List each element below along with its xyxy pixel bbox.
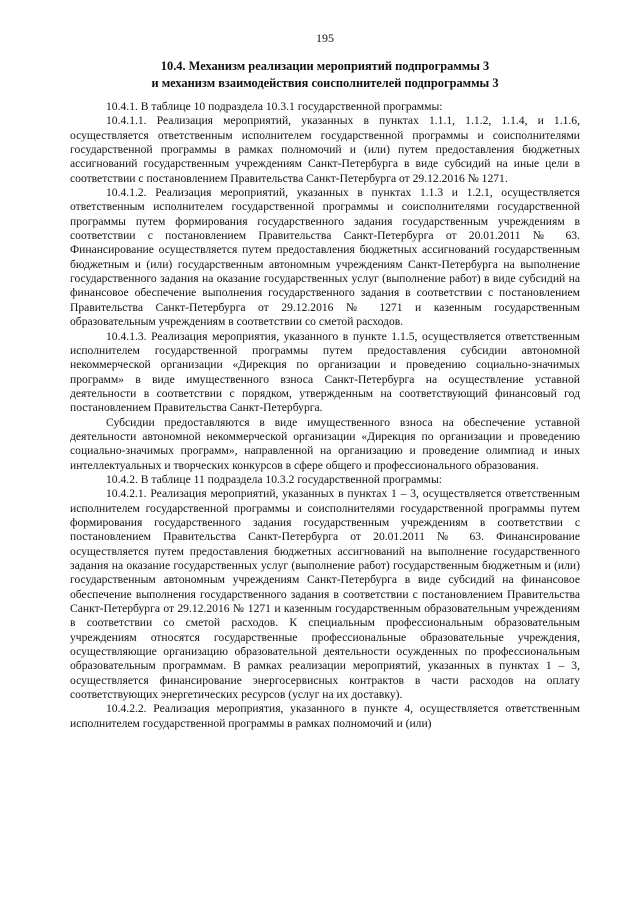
paragraph-10-4-1-2: 10.4.1.2. Реализация мероприятий, указанных в пунктах 1.1.3 и 1.2.1, осуществляется ответственным исполнителем государственной программы и соисполнителями государственной программы путем формирования государственного задания государственным учреждениям в соответствии с постановлением Правительства Санкт-Петербурга от 20.01.2011 № 63. Финансирование осуществляется путем предоставления бюджетных ассигнований государственным бюджетным и (или) государственным автономным учреждениям Санкт-Петербурга на выполнение государственного задания на оказание государственных услуг (выполнение работ) в виде субсидий на финансовое обеспечение выполнения государственного задания в соответствии с постановлением Правительства Санкт-Петербурга от 29.12.2016 № 1271 и казенным государственным образовательным учреждениям в соответствии со сметой расходов. — [70, 186, 580, 329]
paragraph-10-4-1-1: 10.4.1.1. Реализация мероприятий, указанных в пунктах 1.1.1, 1.1.2, 1.1.4, и 1.1.6, осуществляется ответственным исполнителем государственной программы и соисполнителями государственной программы в рамках полномочий и (или) путем предоставления бюджетных ассигнований государственным учреждениям Санкт-Петербурга в виде субсидий на иные цели в соответствии с постановлением Правительства Санкт-Петербурга от 29.12.2016 № 1271. — [70, 114, 580, 185]
paragraph-10-4-2: 10.4.2. В таблице 11 подраздела 10.3.2 государственной программы: — [106, 472, 443, 486]
section-heading — [70, 58, 580, 92]
document-body — [70, 100, 580, 731]
section-heading-line-1: 10.4. Механизм реализации мероприятий подпрограммы 3 — [160, 59, 490, 73]
paragraph-subsidies: Субсидии предоставляются в виде имущественного взноса на обеспечение уставной деятельности автономной некоммерческой организации «Дирекция по организации и проведению социально-значимых программ», направленной на организацию и проведение олимпиад и иных интеллектуальных и творческих конкурсов в сфере общего и профессионального образования. — [70, 415, 580, 472]
paragraph-10-4-1: 10.4.1. В таблице 10 подраздела 10.3.1 государственной программы: — [106, 100, 443, 113]
paragraph-10-4-1-3: 10.4.1.3. Реализация мероприятия, указанного в пункте 1.1.5, осуществляется ответственным исполнителем государственной программы путем предоставления субсидии автономной некоммерческой организации «Дирекция по организации и проведению социально-значимых программ» в виде имущественного взноса Санкт-Петербурга на осуществление уставной деятельности в соответствии с порядком, утвержденным на соответствующий финансовый год постановлением Правительства Санкт-Петербурга. — [70, 329, 580, 415]
paragraph-10-4-2-1: 10.4.2.1. Реализация мероприятий, указанных в пунктах 1 – 3, осуществляется ответственным исполнителем государственной программы и соисполнителями государственной программы путем формирования государственного задания государственным учреждениям в соответствии с постановлением Правительства Санкт-Петербурга от 20.01.2011 № 63. Финансирование осуществляется путем предоставления бюджетных ассигнований на выполнение государственного задания на оказание государственных услуг (выполнение работ) государственным бюджетным и (или) государственным автономным учреждениям Санкт-Петербурга в виде субсидий на финансовое обеспечение выполнения государственного задания в соответствии с постановлением Правительства Санкт-Петербурга от 29.12.2016 № 1271 и казенным государственным образовательным учреждениям в соответствии со сметой расходов. К специальным профессиональным образовательным учреждениям относятся государственные профессиональные образовательные учреждения, осуществляющие организацию образовательной деятельности осужденных по профессиональным образовательным программам. В рамках реализации мероприятий, указанных в пунктах 1 – 3, осуществляется финансирование энергосервисных контрактов в части расходов на оплату соответствующих энергетических ресурсов (услуг на их доставку). — [70, 487, 580, 702]
paragraph-10-4-2-2: 10.4.2.2. Реализация мероприятия, указанного в пункте 4, осуществляется ответственным исполнителем государственной программы в рамках полномочий и (или) — [70, 702, 580, 730]
section-heading-line-2: и механизм взаимодействия соисполнителей подпрограммы 3 — [151, 76, 499, 90]
page-number: 195 — [316, 31, 334, 45]
